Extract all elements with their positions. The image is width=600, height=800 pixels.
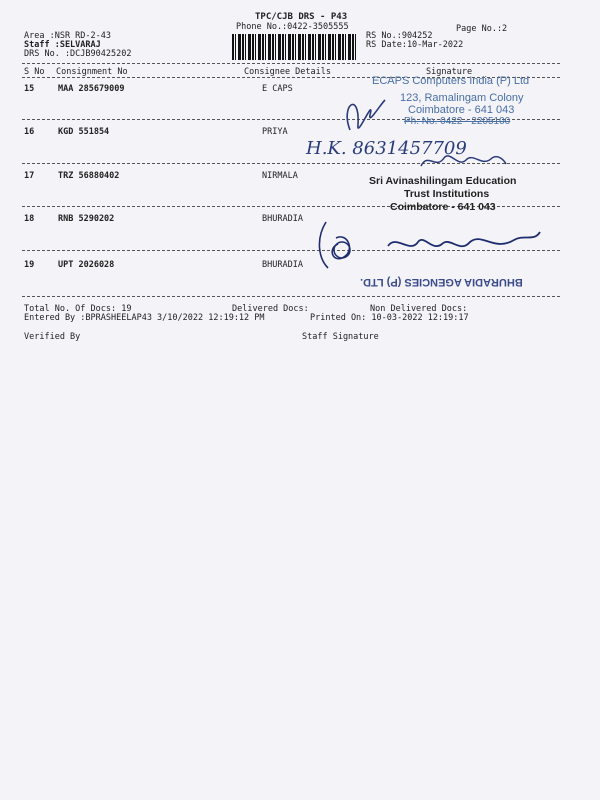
stamp-trust-name: Sri Avinashilingam Education: [369, 175, 517, 187]
area-field: Area :NSR RD-2-43: [24, 31, 111, 41]
handwritten-note: H.K. 8631457709: [306, 138, 467, 159]
col-signature: Signature: [426, 67, 473, 77]
signature-mark: [314, 218, 544, 278]
row-consignment: UPT 2026028: [58, 260, 115, 270]
stamp-ecaps-city: Coimbatore - 641 043: [408, 104, 515, 116]
row-sno: 19: [24, 260, 35, 270]
row-consignee: NIRMALA: [262, 171, 298, 181]
signature-mark: [418, 148, 508, 176]
verified-by: Verified By: [24, 332, 81, 342]
printed-on: Printed On: 10-03-2022 12:19:17: [310, 313, 469, 323]
rs-date: RS Date:10-Mar-2022: [366, 40, 464, 50]
stamp-ecaps-name: ECAPS Computers India (P) Ltd: [372, 75, 530, 87]
staff-field: Staff :SELVARAJ: [24, 40, 101, 50]
row-consignment: MAA 285679009: [58, 84, 125, 94]
entered-by: Entered By :BPRASHEELAP43 3/10/2022 12:19:12 PM: [24, 313, 265, 323]
col-consignee: Consignee Details: [244, 67, 331, 77]
col-consignment: Consignment No: [56, 67, 128, 77]
divider: [22, 63, 560, 64]
page-number: Page No.:2: [456, 24, 508, 34]
total-docs: Total No. Of Docs: 19: [24, 304, 132, 314]
stamp-ecaps-address: 123, Ramalingam Colony: [400, 92, 524, 104]
row-consignment: RNB 5290202: [58, 214, 115, 224]
row-sno: 18: [24, 214, 35, 224]
row-sno: 16: [24, 127, 35, 137]
stamp-trust-institutions: Trust Institutions: [404, 188, 490, 200]
stamp-bhuradia: BHURADIA AGENCIES (P) LTD.: [360, 276, 523, 288]
rs-number: RS No.:904252: [366, 31, 433, 41]
stamp-trust-city: Coimbatore - 641 043: [390, 201, 496, 213]
row-consignee: PRIYA: [262, 127, 288, 137]
row-sno: 15: [24, 84, 35, 94]
phone-number: Phone No.:0422-3505555: [236, 22, 349, 32]
stamp-ecaps-phone: Ph. No. 0422 - 2205100: [404, 116, 511, 127]
row-consignee: BHURADIA: [262, 260, 303, 270]
row-consignment: KGD 551854: [58, 127, 110, 137]
col-sno: S No: [24, 67, 45, 77]
drs-number: DRS No. :DCJB90425202: [24, 49, 132, 59]
staff-signature: Staff Signature: [302, 332, 379, 342]
delivered-docs: Delivered Docs:: [232, 304, 309, 314]
barcode: [232, 34, 358, 60]
signature-mark: [330, 85, 390, 145]
row-sno: 17: [24, 171, 35, 181]
row-consignee: BHURADIA: [262, 214, 303, 224]
row-divider: [22, 296, 560, 297]
row-consignee: E CAPS: [262, 84, 293, 94]
non-delivered-docs: Non Delivered Docs:: [370, 304, 468, 314]
document-title: TPC/CJB DRS - P43: [255, 12, 348, 22]
row-consignment: TRZ 56880402: [58, 171, 120, 181]
